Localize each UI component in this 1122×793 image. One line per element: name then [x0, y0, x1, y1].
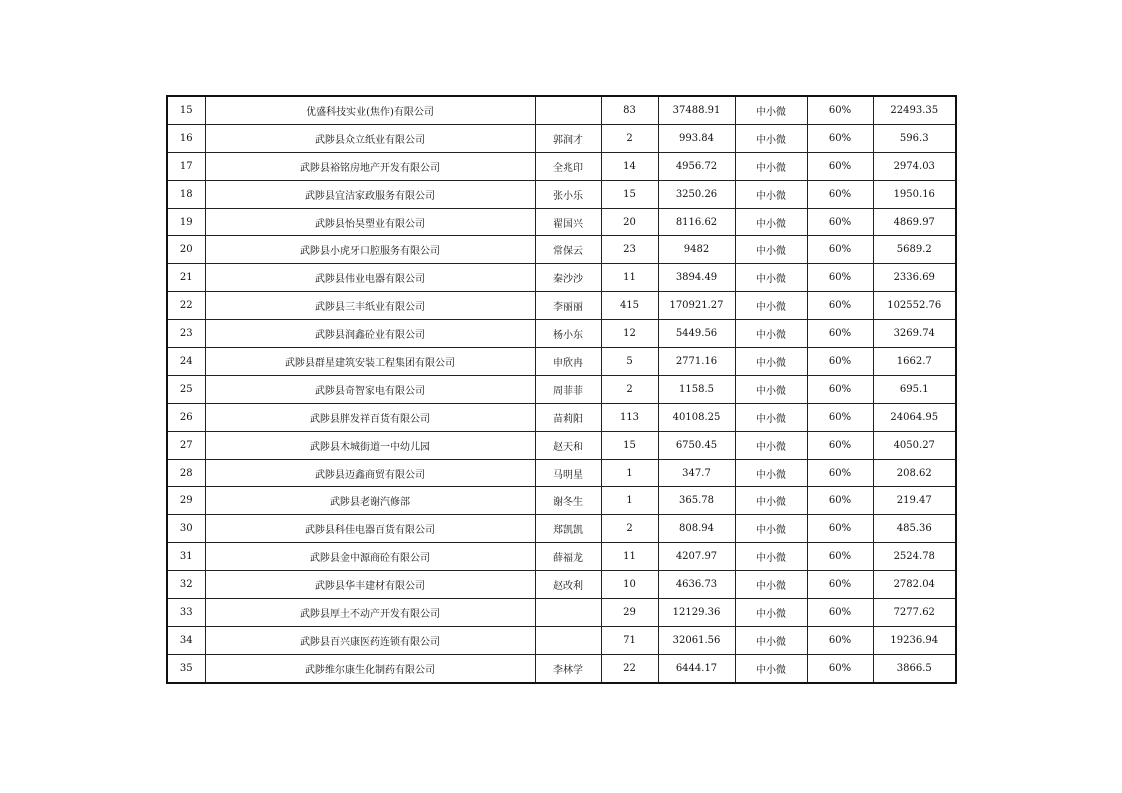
row-number-cell: 19 — [167, 208, 205, 236]
contact-person-cell: 申欣冉 — [535, 348, 601, 376]
refund-rate-cell: 60% — [807, 375, 873, 403]
refund-amount-cell: 1662.7 — [873, 348, 956, 376]
insured-count-cell: 83 — [601, 96, 658, 124]
paid-amount-cell: 347.7 — [658, 459, 735, 487]
table-row — [167, 152, 956, 180]
enterprise-type-cell: 中小微 — [735, 375, 807, 403]
refund-rate-cell: 60% — [807, 292, 873, 320]
paid-amount-cell: 6750.45 — [658, 431, 735, 459]
contact-person-cell: 马明星 — [535, 459, 601, 487]
table-row — [167, 431, 956, 459]
company-name-cell: 武陟县木城街道一中幼儿园 — [205, 431, 535, 459]
company-name-cell: 武陟县众立纸业有限公司 — [205, 124, 535, 152]
enterprise-type-cell: 中小微 — [735, 236, 807, 264]
refund-amount-cell: 485.36 — [873, 515, 956, 543]
refund-rate-cell: 60% — [807, 626, 873, 654]
enterprise-type-cell: 中小微 — [735, 459, 807, 487]
paid-amount-cell: 6444.17 — [658, 654, 735, 682]
paid-amount-cell: 993.84 — [658, 124, 735, 152]
refund-amount-cell: 2524.78 — [873, 543, 956, 571]
contact-person-cell: 常保云 — [535, 236, 601, 264]
row-number-cell: 21 — [167, 264, 205, 292]
refund-rate-cell: 60% — [807, 543, 873, 571]
contact-person-cell: 苗莉阳 — [535, 403, 601, 431]
paid-amount-cell: 37488.91 — [658, 96, 735, 124]
table-row — [167, 348, 956, 376]
refund-rate-cell: 60% — [807, 236, 873, 264]
table-row — [167, 543, 956, 571]
insured-count-cell: 22 — [601, 654, 658, 682]
row-number-cell: 34 — [167, 626, 205, 654]
company-name-cell: 武陟县润鑫砼业有限公司 — [205, 320, 535, 348]
insured-count-cell: 415 — [601, 292, 658, 320]
insured-count-cell: 20 — [601, 208, 658, 236]
table-row — [167, 654, 956, 682]
contact-person-cell: 杨小东 — [535, 320, 601, 348]
insured-count-cell: 11 — [601, 264, 658, 292]
refund-amount-cell: 596.3 — [873, 124, 956, 152]
refund-amount-cell: 7277.62 — [873, 599, 956, 627]
refund-rate-cell: 60% — [807, 571, 873, 599]
row-number-cell: 22 — [167, 292, 205, 320]
enterprise-type-cell: 中小微 — [735, 626, 807, 654]
table-row — [167, 626, 956, 654]
contact-person-cell: 薛福龙 — [535, 543, 601, 571]
refund-amount-cell: 5689.2 — [873, 236, 956, 264]
contact-person-cell: 李林学 — [535, 654, 601, 682]
refund-rate-cell: 60% — [807, 320, 873, 348]
contact-person-cell: 赵天和 — [535, 431, 601, 459]
company-name-cell: 武陟县迈鑫商贸有限公司 — [205, 459, 535, 487]
paid-amount-cell: 2771.16 — [658, 348, 735, 376]
enterprise-type-cell: 中小微 — [735, 543, 807, 571]
insured-count-cell: 113 — [601, 403, 658, 431]
row-number-cell: 30 — [167, 515, 205, 543]
insured-count-cell: 10 — [601, 571, 658, 599]
table-row — [167, 599, 956, 627]
refund-rate-cell: 60% — [807, 487, 873, 515]
row-number-cell: 35 — [167, 654, 205, 682]
refund-rate-cell: 60% — [807, 348, 873, 376]
enterprise-type-cell: 中小微 — [735, 487, 807, 515]
contact-person-cell: 翟国兴 — [535, 208, 601, 236]
company-name-cell: 武陟县百兴康医药连锁有限公司 — [205, 626, 535, 654]
paid-amount-cell: 1158.5 — [658, 375, 735, 403]
refund-amount-cell: 102552.76 — [873, 292, 956, 320]
enterprise-type-cell: 中小微 — [735, 515, 807, 543]
refund-rate-cell: 60% — [807, 124, 873, 152]
insured-count-cell: 15 — [601, 431, 658, 459]
table-row — [167, 96, 956, 124]
refund-amount-cell: 4050.27 — [873, 431, 956, 459]
contact-person-cell: 张小乐 — [535, 180, 601, 208]
paid-amount-cell: 4207.97 — [658, 543, 735, 571]
insured-count-cell: 2 — [601, 124, 658, 152]
paid-amount-cell: 3894.49 — [658, 264, 735, 292]
refund-rate-cell: 60% — [807, 459, 873, 487]
enterprise-type-cell: 中小微 — [735, 654, 807, 682]
refund-amount-cell: 3269.74 — [873, 320, 956, 348]
enterprise-type-cell: 中小微 — [735, 571, 807, 599]
table-row — [167, 403, 956, 431]
table-body — [167, 96, 956, 683]
row-number-cell: 20 — [167, 236, 205, 264]
refund-rate-cell: 60% — [807, 208, 873, 236]
refund-rate-cell: 60% — [807, 431, 873, 459]
table-row — [167, 124, 956, 152]
row-number-cell: 15 — [167, 96, 205, 124]
table-row — [167, 292, 956, 320]
row-number-cell: 18 — [167, 180, 205, 208]
enterprise-type-cell: 中小微 — [735, 124, 807, 152]
company-name-cell: 武陟县伟业电器有限公司 — [205, 264, 535, 292]
enterprise-type-cell: 中小微 — [735, 599, 807, 627]
refund-rate-cell: 60% — [807, 180, 873, 208]
contact-person-cell: 全兆印 — [535, 152, 601, 180]
enterprise-type-cell: 中小微 — [735, 403, 807, 431]
company-name-cell: 武陟县小虎牙口腔服务有限公司 — [205, 236, 535, 264]
contact-person-cell: 赵改利 — [535, 571, 601, 599]
row-number-cell: 31 — [167, 543, 205, 571]
enterprise-type-cell: 中小微 — [735, 180, 807, 208]
refund-rate-cell: 60% — [807, 599, 873, 627]
refund-amount-cell: 3866.5 — [873, 654, 956, 682]
company-name-cell: 武陟县怡昊塑业有限公司 — [205, 208, 535, 236]
table-row — [167, 320, 956, 348]
insured-count-cell: 15 — [601, 180, 658, 208]
table-row — [167, 264, 956, 292]
refund-amount-cell: 4869.97 — [873, 208, 956, 236]
enterprise-type-cell: 中小微 — [735, 264, 807, 292]
paid-amount-cell: 170921.27 — [658, 292, 735, 320]
table-row — [167, 375, 956, 403]
table-row — [167, 515, 956, 543]
refund-rate-cell: 60% — [807, 96, 873, 124]
contact-person-cell — [535, 96, 601, 124]
row-number-cell: 26 — [167, 403, 205, 431]
contact-person-cell — [535, 599, 601, 627]
insured-count-cell: 1 — [601, 487, 658, 515]
row-number-cell: 24 — [167, 348, 205, 376]
row-number-cell: 23 — [167, 320, 205, 348]
enterprise-type-cell: 中小微 — [735, 96, 807, 124]
refund-amount-cell: 2974.03 — [873, 152, 956, 180]
refund-rate-cell: 60% — [807, 264, 873, 292]
row-number-cell: 16 — [167, 124, 205, 152]
enterprise-type-cell: 中小微 — [735, 152, 807, 180]
paid-amount-cell: 808.94 — [658, 515, 735, 543]
refund-amount-cell: 2782.04 — [873, 571, 956, 599]
enterprise-type-cell: 中小微 — [735, 431, 807, 459]
refund-amount-cell: 208.62 — [873, 459, 956, 487]
company-name-cell: 武陟县厚土不动产开发有限公司 — [205, 599, 535, 627]
row-number-cell: 27 — [167, 431, 205, 459]
insured-count-cell: 23 — [601, 236, 658, 264]
company-name-cell: 武陟县裕铭房地产开发有限公司 — [205, 152, 535, 180]
enterprise-type-cell: 中小微 — [735, 208, 807, 236]
company-name-cell: 武陟县华丰建材有限公司 — [205, 571, 535, 599]
refund-amount-cell: 219.47 — [873, 487, 956, 515]
table-row — [167, 208, 956, 236]
company-name-cell: 武陟县宜洁家政服务有限公司 — [205, 180, 535, 208]
insured-count-cell: 14 — [601, 152, 658, 180]
paid-amount-cell: 12129.36 — [658, 599, 735, 627]
row-number-cell: 29 — [167, 487, 205, 515]
refund-amount-cell: 22493.35 — [873, 96, 956, 124]
refund-rate-cell: 60% — [807, 152, 873, 180]
company-name-cell: 优盛科技实业(焦作)有限公司 — [205, 96, 535, 124]
refund-amount-cell: 24064.95 — [873, 403, 956, 431]
row-number-cell: 25 — [167, 375, 205, 403]
paid-amount-cell: 40108.25 — [658, 403, 735, 431]
contact-person-cell: 李丽丽 — [535, 292, 601, 320]
refund-amount-cell: 695.1 — [873, 375, 956, 403]
enterprise-type-cell: 中小微 — [735, 320, 807, 348]
table-row — [167, 180, 956, 208]
paid-amount-cell: 3250.26 — [658, 180, 735, 208]
paid-amount-cell: 5449.56 — [658, 320, 735, 348]
refund-amount-cell: 1950.16 — [873, 180, 956, 208]
table-row — [167, 487, 956, 515]
paid-amount-cell: 4636.73 — [658, 571, 735, 599]
refund-amount-cell: 2336.69 — [873, 264, 956, 292]
contact-person-cell: 郑凯凯 — [535, 515, 601, 543]
insured-count-cell: 12 — [601, 320, 658, 348]
paid-amount-cell: 32061.56 — [658, 626, 735, 654]
insured-count-cell: 2 — [601, 375, 658, 403]
row-number-cell: 33 — [167, 599, 205, 627]
row-number-cell: 17 — [167, 152, 205, 180]
company-name-cell: 武陟县老谢汽修部 — [205, 487, 535, 515]
row-number-cell: 28 — [167, 459, 205, 487]
company-name-cell: 武陟县胖发祥百货有限公司 — [205, 403, 535, 431]
paid-amount-cell: 9482 — [658, 236, 735, 264]
contact-person-cell: 谢冬生 — [535, 487, 601, 515]
enterprise-type-cell: 中小微 — [735, 348, 807, 376]
row-number-cell: 32 — [167, 571, 205, 599]
company-name-cell: 武陟县三丰纸业有限公司 — [205, 292, 535, 320]
insured-count-cell: 11 — [601, 543, 658, 571]
contact-person-cell: 周菲菲 — [535, 375, 601, 403]
refund-rate-cell: 60% — [807, 515, 873, 543]
contact-person-cell: 秦沙沙 — [535, 264, 601, 292]
paid-amount-cell: 4956.72 — [658, 152, 735, 180]
contact-person-cell: 郭润才 — [535, 124, 601, 152]
paid-amount-cell: 8116.62 — [658, 208, 735, 236]
company-name-cell: 武陟县奇智家电有限公司 — [205, 375, 535, 403]
refund-amount-cell: 19236.94 — [873, 626, 956, 654]
refund-rate-cell: 60% — [807, 654, 873, 682]
company-name-cell: 武陟县群星建筑安装工程集团有限公司 — [205, 348, 535, 376]
refund-rate-cell: 60% — [807, 403, 873, 431]
company-name-cell: 武陟县金中源商砼有限公司 — [205, 543, 535, 571]
insured-count-cell: 29 — [601, 599, 658, 627]
insured-count-cell: 71 — [601, 626, 658, 654]
insured-count-cell: 5 — [601, 348, 658, 376]
insured-count-cell: 2 — [601, 515, 658, 543]
table-row — [167, 571, 956, 599]
enterprise-type-cell: 中小微 — [735, 292, 807, 320]
company-name-cell: 武陟县科佳电器百货有限公司 — [205, 515, 535, 543]
table-row — [167, 236, 956, 264]
enterprise-refund-table — [166, 95, 957, 684]
insured-count-cell: 1 — [601, 459, 658, 487]
company-name-cell: 武陟维尔康生化制药有限公司 — [205, 654, 535, 682]
table-row — [167, 459, 956, 487]
paid-amount-cell: 365.78 — [658, 487, 735, 515]
contact-person-cell — [535, 626, 601, 654]
